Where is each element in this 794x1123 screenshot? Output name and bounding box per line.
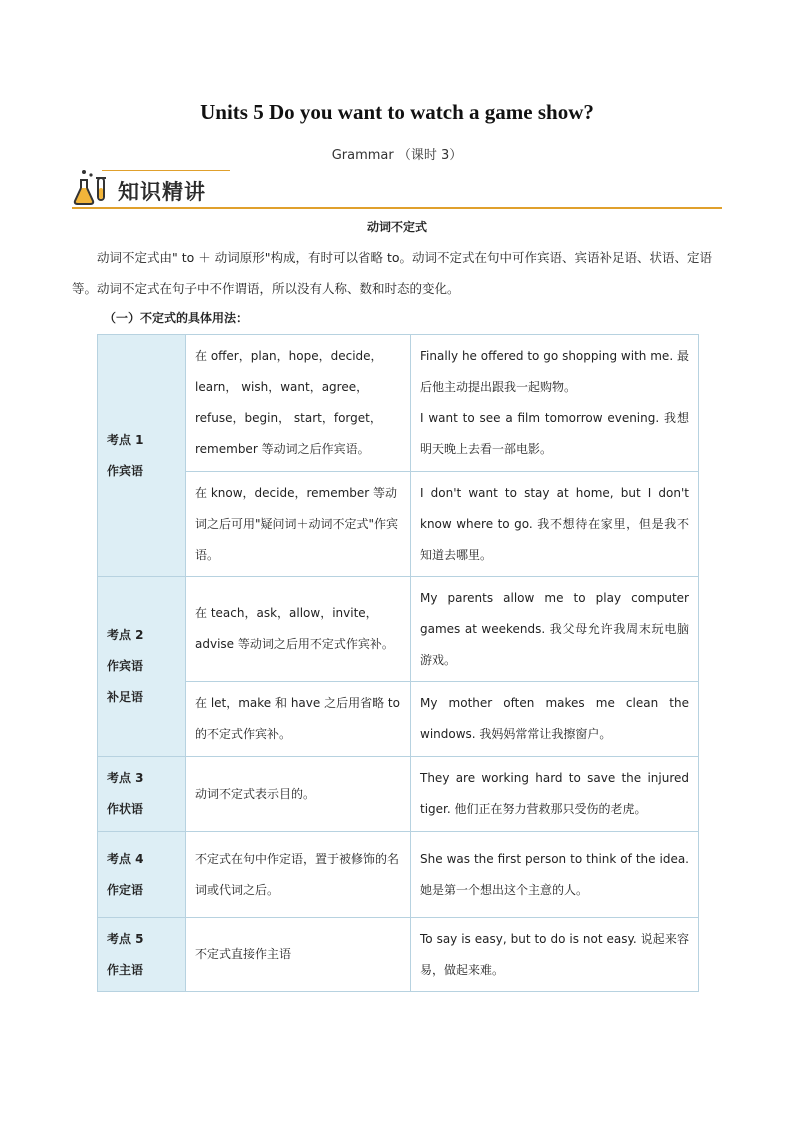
example-sentence: My parents allow me to play computer games at weekends. 我父母允许我周末玩电脑游戏。 bbox=[420, 590, 689, 667]
example-sentence: I want to see a film tomorrow evening. 我想明天晚上去看一部电影。 bbox=[420, 411, 689, 456]
banner-top-rule bbox=[102, 170, 230, 171]
point-number: 考点 2 bbox=[107, 628, 144, 642]
page-title: Units 5 Do you want to watch a game show? bbox=[200, 100, 594, 124]
subsection-heading: （一）不定式的具体用法： bbox=[104, 311, 249, 325]
example-cell bbox=[411, 918, 699, 992]
table-row bbox=[98, 472, 699, 577]
banner-label: 知识精讲 bbox=[118, 180, 206, 204]
rule-cell: 不定式直接作主语 bbox=[186, 918, 411, 992]
example-sentence: Finally he offered to go shopping with me. 最后他主动提出跟我一起购物。 bbox=[420, 349, 689, 394]
point-function: 作状语 bbox=[107, 802, 144, 816]
point-function: 作宾语 bbox=[107, 659, 144, 673]
point-number: 考点 3 bbox=[107, 771, 144, 785]
point-label-cell bbox=[98, 918, 186, 992]
example-cell bbox=[411, 577, 699, 682]
point-number: 考点 1 bbox=[107, 432, 144, 447]
point-label-cell bbox=[98, 335, 186, 577]
rule-cell: 动词不定式表示目的。 bbox=[186, 757, 411, 832]
example-cell bbox=[411, 472, 699, 577]
point-label-cell bbox=[98, 577, 186, 757]
example-sentence: To say is easy, but to do is not easy. 说起来容易，做起来难。 bbox=[420, 931, 689, 977]
point-function: 作主语 bbox=[107, 962, 144, 977]
table-row bbox=[98, 577, 699, 682]
example-cell bbox=[411, 682, 699, 757]
rule-cell: 在 offer，plan，hope，decide，learn， wish，want，agree，refuse，begin， start，forget，remember 等动词之后作宾语。 bbox=[186, 335, 411, 472]
point-function: 补足语 bbox=[107, 690, 144, 704]
example-sentence: I don't want to stay at home, but I don't know where to go. 我不想待在家里，但是我不知道去哪里。 bbox=[420, 485, 689, 562]
table-row bbox=[98, 918, 699, 992]
example-cell bbox=[411, 757, 699, 832]
section-heading: 动词不定式 bbox=[366, 220, 427, 234]
point-label-cell bbox=[98, 757, 186, 832]
table-row bbox=[98, 682, 699, 757]
example-sentence: My mother often makes me clean the windows. 我妈妈常常让我擦窗户。 bbox=[420, 696, 689, 741]
rule-cell: 在 let，make 和 have 之后用省略 to 的不定式作宾补。 bbox=[186, 682, 411, 757]
point-function: 作定语 bbox=[107, 882, 144, 897]
example-sentence: She was the first person to think of the idea. 她是第一个想出这个主意的人。 bbox=[420, 851, 689, 897]
lab-flask-icon bbox=[72, 168, 112, 206]
intro-paragraph: 动词不定式由" to ＋ 动词原形"构成，有时可以省略 to。动词不定式在句中可作宾语、宾语补足语、状语、定语等。动词不定式在句子中不作谓语，所以没有人称、数和时态的变化。 bbox=[72, 250, 712, 296]
grammar-table bbox=[97, 334, 699, 992]
example-sentence: They are working hard to save the injured tiger. 他们正在努力营救那只受伤的老虎。 bbox=[420, 771, 689, 816]
table-row bbox=[98, 335, 699, 472]
example-cell bbox=[411, 832, 699, 918]
point-number: 考点 5 bbox=[107, 931, 144, 946]
table-row bbox=[98, 832, 699, 918]
banner-underline bbox=[72, 207, 722, 209]
rule-cell: 在 know，decide，remember 等动词之后可用"疑问词＋动词不定式"作宾语。 bbox=[186, 472, 411, 577]
table-row bbox=[98, 757, 699, 832]
section-banner bbox=[72, 166, 722, 210]
point-function: 作宾语 bbox=[107, 463, 144, 478]
point-label-cell bbox=[98, 832, 186, 918]
rule-cell: 不定式在句中作定语，置于被修饰的名词或代词之后。 bbox=[186, 832, 411, 918]
page-subtitle: Grammar （课时 3） bbox=[331, 148, 463, 163]
rule-cell: 在 teach，ask，allow，invite，advise 等动词之后用不定式作宾补。 bbox=[186, 577, 411, 682]
example-cell bbox=[411, 335, 699, 472]
point-number: 考点 4 bbox=[107, 851, 144, 866]
